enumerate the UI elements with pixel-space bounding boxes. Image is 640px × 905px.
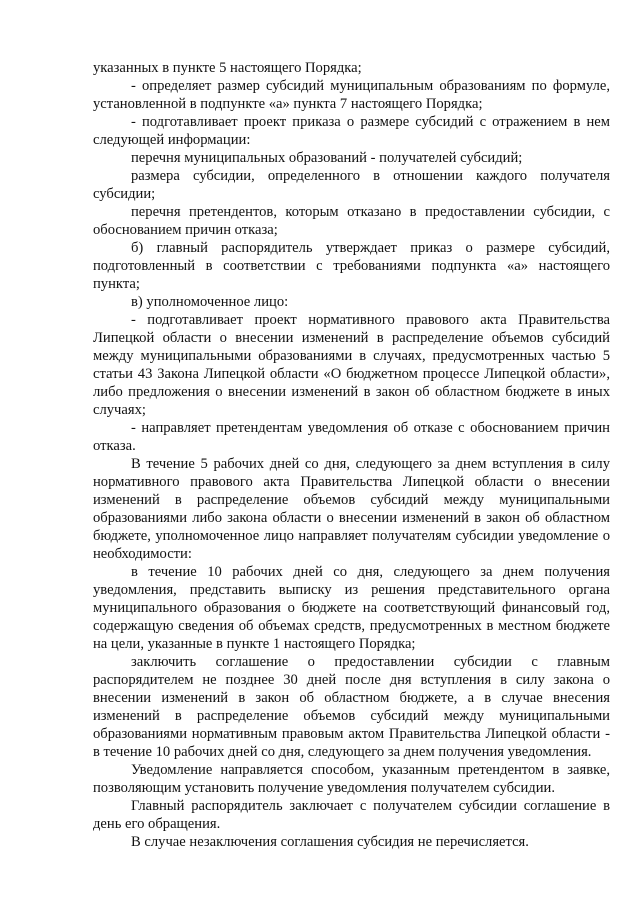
paragraph-determines-size: - определяет размер субсидий муниципальным образованиям по формуле, установленной в подпункте «а» пункта 7 настоящего Порядка; — [93, 78, 610, 112]
paragraph-notification-method: Уведомление направляется способом, указанным претендентом в заявке, позволяющим установить получение уведомления получателем субсидии. — [93, 762, 610, 796]
paragraph-item-b: б) главный распорядитель утверждает приказ о размере субсидий, подготовленный в соответствии с требованиями подпункта «а» настоящего пункта; — [93, 240, 610, 292]
paragraph-subsidy-size: размера субсидии, определенного в отношении каждого получателя субсидии; — [93, 168, 610, 202]
paragraph-within-10-days: в течение 10 рабочих дней со дня, следующего за днем получения уведомления, представить выписку из решения представительного органа муниципального образования о бюджете на соответствующий финансовый год, содержащую сведения об объемах средств, предусмотренных в местном бюджете на цели, указанные в пункте 1 настоящего Порядка; — [93, 564, 610, 652]
document-page — [93, 59, 610, 851]
paragraph-continuation: указанных в пункте 5 настоящего Порядка; — [93, 60, 362, 76]
paragraph-sends-refusal: - направляет претендентам уведомления об отказе с обоснованием причин отказа. — [93, 420, 610, 454]
paragraph-no-agreement: В случае незаключения соглашения субсидия не перечисляется. — [131, 834, 529, 850]
paragraph-prepares-draft-act: - подготавливает проект нормативного правового акта Правительства Липецкой области о внесении изменений в распределение объемов субсидий между муниципальными образованиями в случаях, предусмотренных частью 5 статьи 43 Закона Липецкой области «О бюджетном процессе Липецкой области», либо предложения о внесении изменений в закон об областном бюджете в иных случаях; — [93, 312, 610, 418]
paragraph-prepares-order: - подготавливает проект приказа о размере субсидий с отражением в нем следующей информации: — [93, 114, 610, 148]
paragraph-refused-applicants: перечня претендентов, которым отказано в предоставлении субсидии, с обоснованием причин отказа; — [93, 204, 610, 238]
paragraph-item-v: в) уполномоченное лицо: — [131, 294, 289, 310]
paragraph-conclude-agreement: заключить соглашение о предоставлении субсидии с главным распорядителем не позднее 30 дней после дня вступления в силу закона о внесении изменений в закон об областном бюджете, а в случае внесения изменений в распределение объемов субсидий между муниципальными образованиями нормативным правовым актом Правительства Липецкой области - в течение 10 рабочих дней со дня, следующего за днем получения уведомления. — [93, 654, 610, 760]
paragraph-within-5-days: В течение 5 рабочих дней со дня, следующего за днем вступления в силу нормативного правового акта Правительства Липецкой области о внесении изменений в распределение объемов субсидий между муниципальными образованиями либо закона области о внесении изменений в закон об областном бюджете, уполномоченное лицо направляет получателям субсидии уведомление о необходимости: — [93, 456, 610, 562]
paragraph-list-municipalities: перечня муниципальных образований - получателей субсидий; — [131, 150, 523, 166]
paragraph-agreement-day: Главный распорядитель заключает с получателем субсидии соглашение в день его обращения. — [93, 798, 610, 832]
